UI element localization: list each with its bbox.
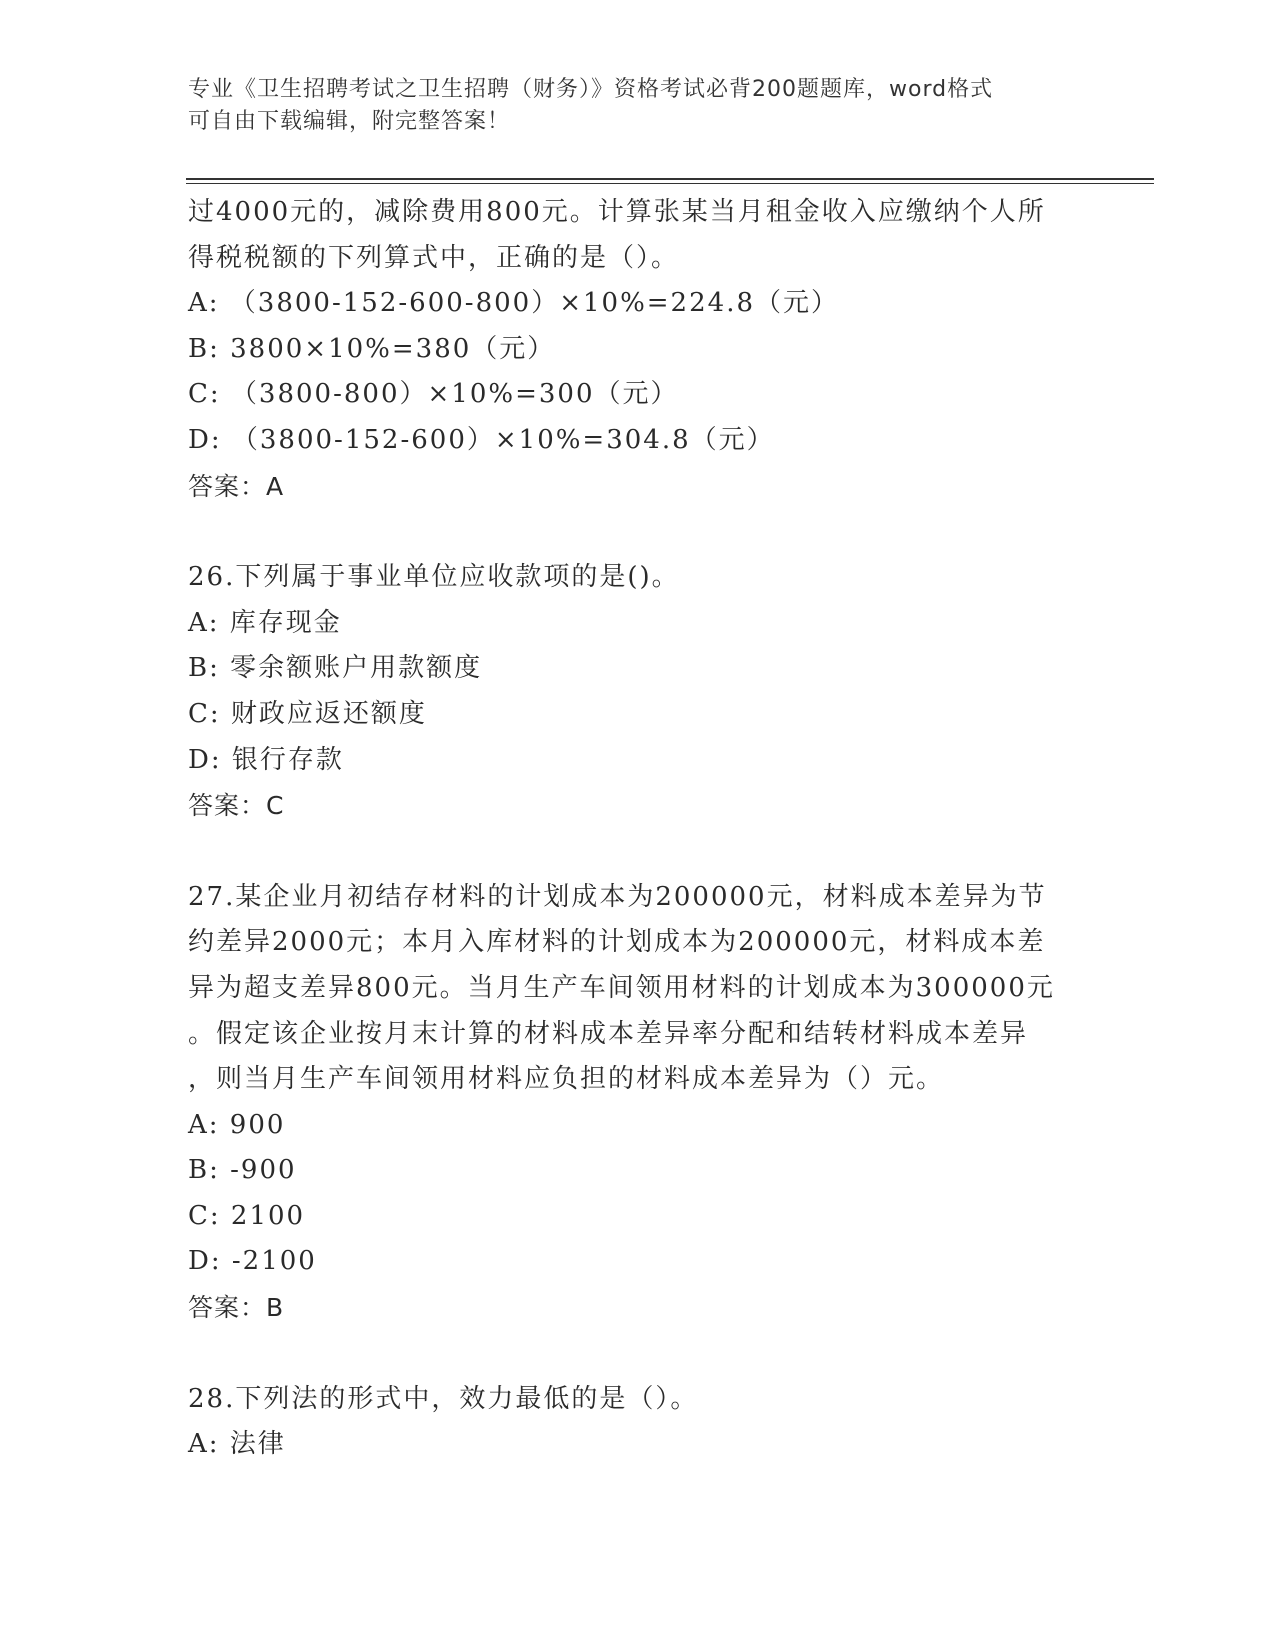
question-stem: 27.某企业月初结存材料的计划成本为200000元，材料成本差异为节 xyxy=(188,881,1047,912)
header-title-line-2: 可自由下载编辑，附完整答案！ xyxy=(188,109,511,134)
option-b: B: 3800×10%=380（元） xyxy=(188,333,556,364)
option-a: A: 900 xyxy=(188,1109,286,1140)
answer: 答案：C xyxy=(188,791,285,821)
question-stem: 28.下列法的形式中，效力最低的是（）。 xyxy=(188,1383,699,1414)
question-stem: 过4000元的，减除费用800元。计算张某当月租金收入应缴纳个人所 xyxy=(188,197,1046,227)
question-stem: 约差异2000元；本月入库材料的计划成本为200000元，材料成本差 xyxy=(188,927,1046,958)
question-26 xyxy=(188,555,1068,829)
question-25 xyxy=(188,190,1068,509)
header-divider-thin xyxy=(186,183,1154,184)
option-d: D: 银行存款 xyxy=(188,744,344,775)
document-header xyxy=(188,74,1068,138)
option-b: B: -900 xyxy=(188,1155,297,1186)
question-stem: ，则当月生产车间领用材料应负担的材料成本差异为（）元。 xyxy=(188,1064,945,1095)
option-c: C: （3800-800）×10%=300（元） xyxy=(188,379,679,410)
option-d: D: （3800-152-600）×10%=304.8（元） xyxy=(188,424,775,455)
option-b: B: 零余额账户用款额度 xyxy=(188,653,483,684)
question-stem: 26.下列属于事业单位应收款项的是()。 xyxy=(188,562,680,593)
header-divider xyxy=(186,178,1154,180)
header-title-line-1: 专业《卫生招聘考试之卫生招聘（财务）》资格考试必背200题题库，word格式 xyxy=(188,77,994,102)
spacer xyxy=(188,829,1068,875)
question-stem: 。假定该企业按月末计算的材料成本差异率分配和结转材料成本差异 xyxy=(188,1018,1029,1049)
option-a: A: 法律 xyxy=(188,1429,286,1460)
question-28 xyxy=(188,1377,1068,1468)
question-list xyxy=(188,190,1068,1468)
option-c: C: 财政应返还额度 xyxy=(188,698,427,729)
question-27 xyxy=(188,875,1068,1331)
question-stem: 异为超支差异800元。当月生产车间领用材料的计划成本为300000元 xyxy=(188,972,1055,1003)
spacer xyxy=(188,509,1068,555)
answer: 答案：B xyxy=(188,1293,285,1323)
spacer xyxy=(188,1331,1068,1377)
question-stem: 得税税额的下列算式中，正确的是（）。 xyxy=(188,242,680,273)
option-c: C: 2100 xyxy=(188,1200,306,1231)
option-a: A: （3800-152-600-800）×10%=224.8（元） xyxy=(188,288,839,319)
option-a: A: 库存现金 xyxy=(188,607,342,638)
option-d: D: -2100 xyxy=(188,1246,317,1277)
answer: 答案：A xyxy=(188,471,285,501)
